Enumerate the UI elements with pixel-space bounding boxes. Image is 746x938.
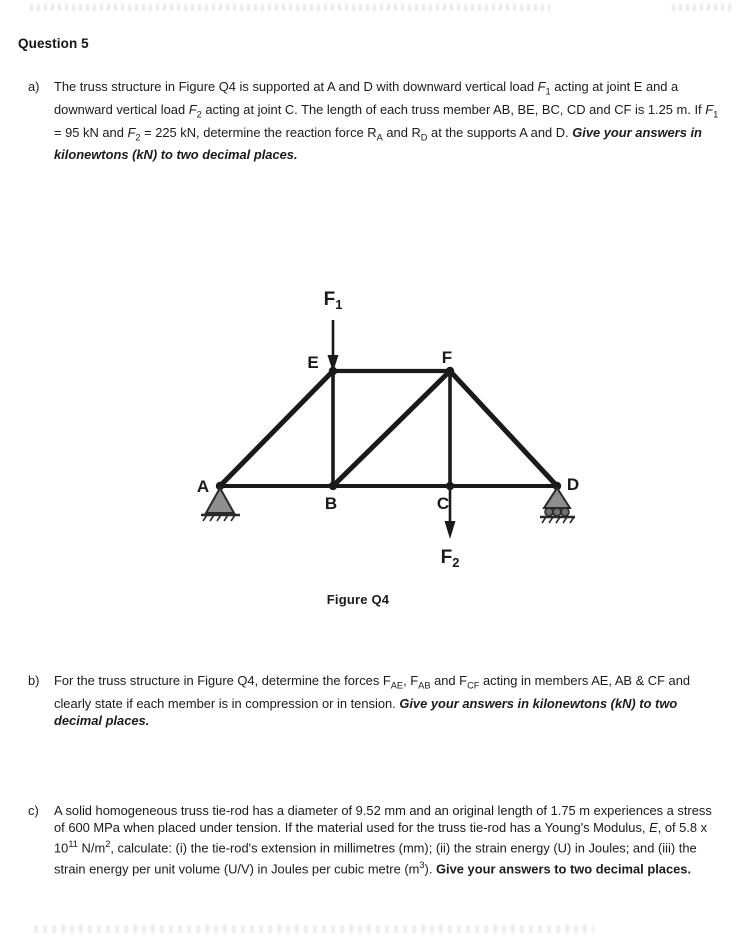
question-part-b xyxy=(28,672,728,729)
part-a-sub-ra: A xyxy=(376,132,383,143)
load-label-F2: $F_2$ xyxy=(440,547,460,570)
load-label-F1: $F_1$ xyxy=(323,289,343,312)
scan-artifact-bottom-edge xyxy=(34,925,594,933)
truss-members xyxy=(220,371,557,486)
joint-label-A: A xyxy=(196,477,210,496)
part-b-sub-cf: CF xyxy=(467,680,480,691)
part-c-sup-3: 3 xyxy=(419,859,425,870)
joint-label-B: B xyxy=(324,494,338,513)
part-a-seg1: The truss structure in Figure Q4 is supported at A and D with downward vertical load xyxy=(54,79,538,94)
part-c-seg2: , of 5.8 x 10 xyxy=(54,820,708,856)
part-a-sub-1: 1 xyxy=(545,86,551,97)
figure-caption-text: Figure Q4 xyxy=(326,592,390,607)
part-a-text xyxy=(54,78,719,164)
part-a-sub-1b: 1 xyxy=(713,109,719,120)
part-a-sub-2: 2 xyxy=(196,109,202,120)
part-b-seg4: acting in members AE, AB & CF and clearly state if each member is in compression or in tension. xyxy=(54,673,691,711)
part-a-symbol-f1b: F xyxy=(705,101,714,117)
truss-diagram-figure-q4 xyxy=(0,255,746,625)
part-c-seg5: ). xyxy=(424,861,437,877)
part-a-symbol-f2b: F xyxy=(127,124,136,140)
question-part-c xyxy=(28,802,728,877)
part-c-seg3: N/m xyxy=(77,840,106,856)
part-c-sup-11: 11 xyxy=(68,839,78,850)
member-BF xyxy=(333,371,450,486)
part-b-sub-ae: AE xyxy=(390,680,404,691)
part-b-sub-ab: AB xyxy=(418,680,431,691)
joint-label-C: C xyxy=(436,494,450,513)
scan-artifact-top-edge xyxy=(30,4,550,11)
part-b-emphasis: Give your answers in kilonewtons (kN) to two decimal places. xyxy=(54,695,678,728)
load-arrow-F1 xyxy=(328,320,339,372)
joint-F xyxy=(446,367,454,375)
part-a-seg2: acting at joint E and a downward vertical load xyxy=(54,79,679,117)
page-title: Question 5 xyxy=(18,36,89,51)
part-a-seg7: at the supports A and D. xyxy=(427,124,573,140)
scan-artifact-top-right-edge xyxy=(672,4,732,11)
part-a-symbol-f1: F xyxy=(537,79,546,94)
joint-label-F: F xyxy=(441,348,453,367)
joint-label-E: E xyxy=(307,353,319,372)
part-a-marker: a) xyxy=(28,79,40,94)
part-c-text xyxy=(54,802,719,877)
joint-label-D: D xyxy=(566,475,580,494)
part-a-seg4: = 95 kN and xyxy=(54,124,128,140)
joint-B xyxy=(329,482,337,490)
part-c-symbol-e: E xyxy=(649,820,658,836)
part-a-seg6: and R xyxy=(382,124,421,140)
part-b-marker: b) xyxy=(28,673,40,688)
part-c-emphasis: Give your answers to two decimal places. xyxy=(436,861,692,877)
part-a-seg5: = 225 kN, determine the reaction force R xyxy=(140,124,377,140)
part-b-text xyxy=(54,672,719,729)
member-FD xyxy=(450,371,557,486)
part-c-seg1: A solid homogeneous truss tie-rod has a diameter of 9.52 mm and an original length of 1.75 m experiences a stress of 600 MPa when placed under tension. If the material used for the truss tie-rod has a Young's Modulus, xyxy=(54,803,712,836)
part-c-marker: c) xyxy=(28,803,39,818)
part-a-seg3: acting at joint C. The length of each truss member AB, BE, BC, CD and CF is 1.25 m. If xyxy=(201,101,706,117)
part-a-emphasis: Give your answers in kilonewtons (kN) to two decimal places. xyxy=(54,124,702,163)
question-part-a xyxy=(28,78,728,164)
part-b-seg1: For the truss structure in Figure Q4, determine the forces F xyxy=(54,673,391,688)
part-c-seg4: , calculate: (i) the tie-rod's extension in millimetres (mm); (ii) the strain energy (U) in Joules; and (iii) the strain energy per unit volume (U/V) in Joules per cubic metre (m xyxy=(54,840,697,877)
figure-caption xyxy=(0,592,746,607)
member-AE xyxy=(220,371,333,486)
part-a-sub-rd: D xyxy=(420,132,428,143)
part-c-sup-2: 2 xyxy=(105,839,111,850)
part-a-symbol-f2: F xyxy=(188,101,197,117)
part-a-sub-2b: 2 xyxy=(135,132,141,143)
part-b-seg3: and F xyxy=(430,673,468,688)
part-b-seg2: , F xyxy=(403,673,419,688)
